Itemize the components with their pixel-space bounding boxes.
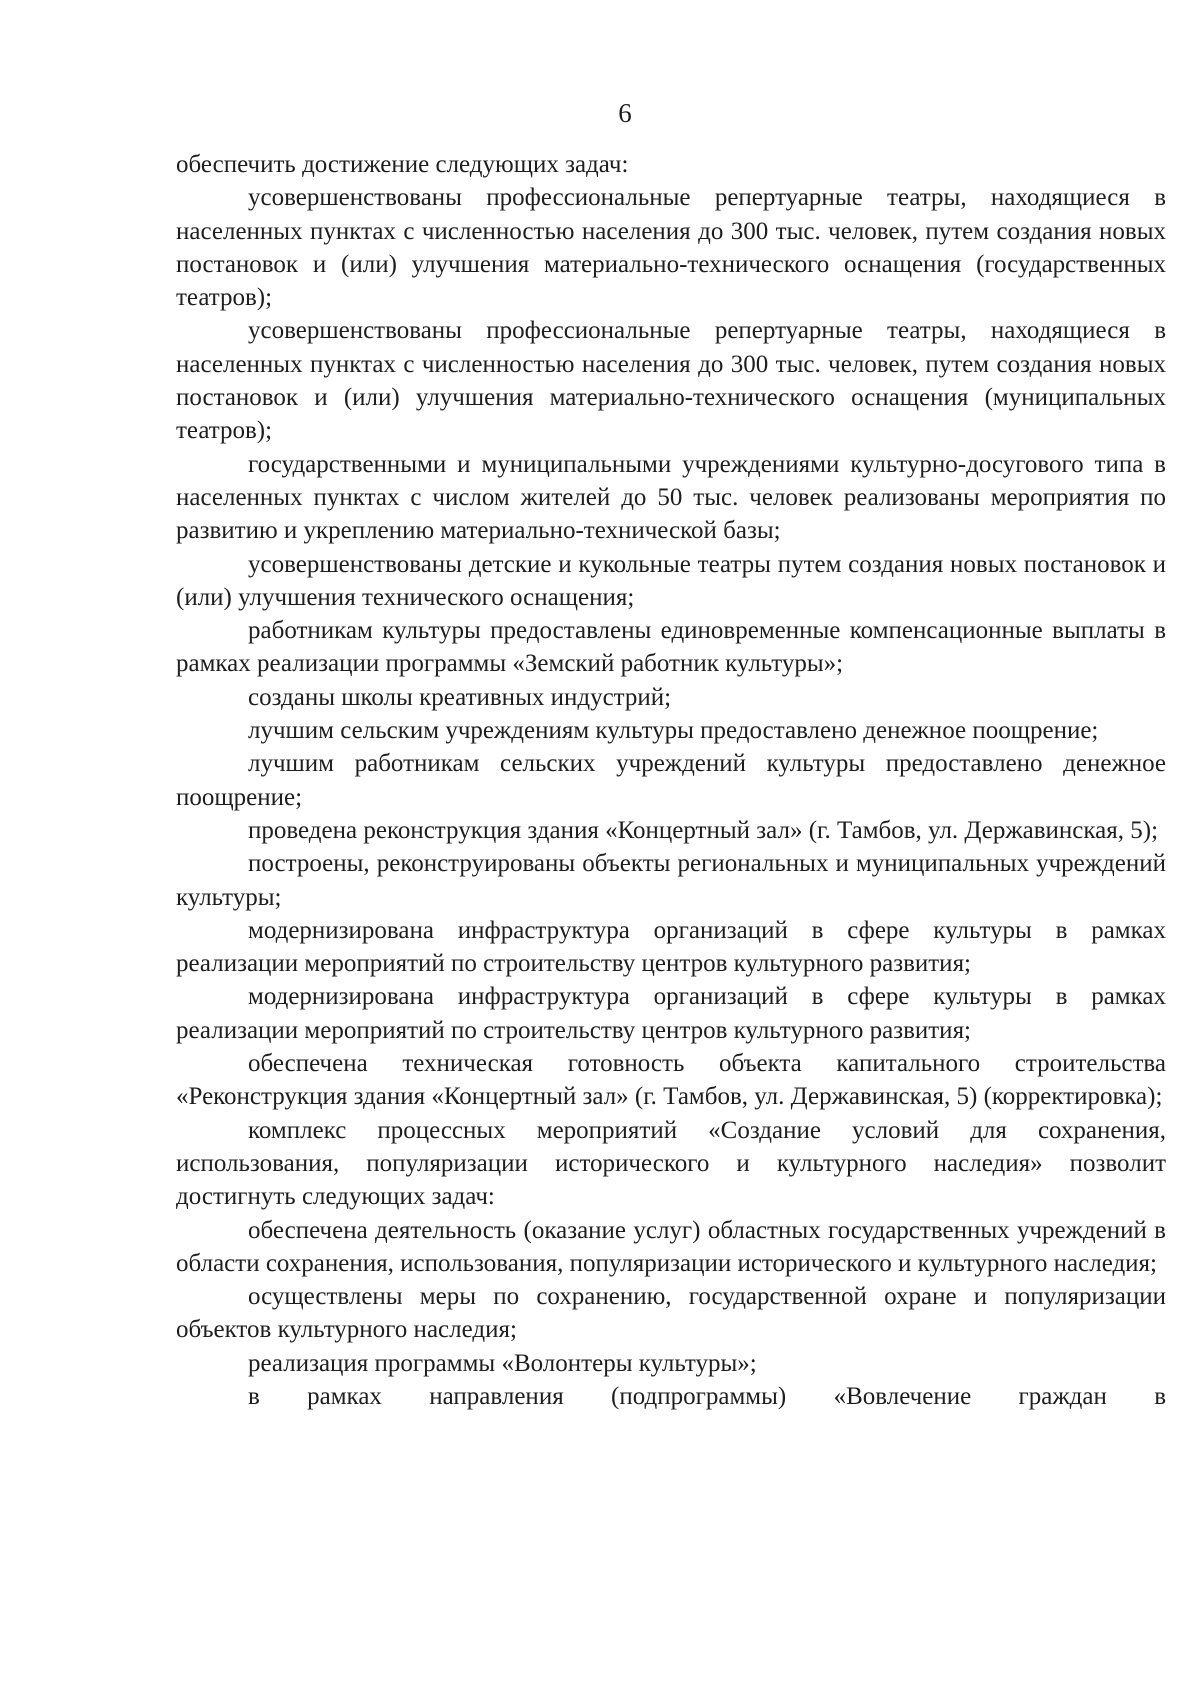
paragraph: усовершенствованы профессиональные репертуарные театры, находящиеся в населенных пунктах с численностью населения до 300 тыс. человек, путем создания новых постановок и (или) улучшения материально-технического оснащения (государственных театров); [176,184,1166,312]
paragraph: реализация программы «Волонтеры культуры»; [248,1349,757,1377]
paragraph: модернизирована инфраструктура организаций в сфере культуры в рамках реализации мероприятий по строительству центров культурного развития; [176,983,1166,1044]
paragraph: модернизирована инфраструктура организаций в сфере культуры в рамках реализации мероприятий по строительству центров культурного развития; [176,916,1166,978]
paragraph: усовершенствованы профессиональные репертуарные театры, находящиеся в населенных пунктах с численностью населения до 300 тыс. человек, путем создания новых постановок и (или) улучшения материально-технического оснащения (муниципальных театров); [176,317,1166,445]
paragraph: усовершенствованы детские и кукольные театры путем создания новых постановок и (или) улучшения технического оснащения; [176,550,1166,611]
paragraph: обеспечить достижение следующих задач: [176,151,629,178]
paragraph: созданы школы креативных индустрий; [248,683,672,711]
document-body [176,148,1166,1413]
paragraph: обеспечена деятельность (оказание услуг) областных государственных учреждений в области сохранения, использования, популяризации исторического и культурного наследия; [176,1216,1166,1277]
paragraph: комплекс процессных мероприятий «Создание условий для сохранения, использования, популяризации исторического и культурного наследия» позволит достигнуть следующих задач: [176,1116,1166,1211]
paragraph: в рамках направления (подпрограммы) «Вовлечение граждан в [248,1382,1166,1410]
paragraph: построены, реконструированы объекты региональных и муниципальных учреждений культуры; [176,850,1166,911]
paragraph: осуществлены меры по сохранению, государственной охране и популяризации объектов культурного наследия; [176,1283,1166,1344]
paragraph: лучшим работникам сельских учреждений культуры предоставлено денежное поощрение; [176,750,1166,811]
paragraph: проведена реконструкция здания «Концертный зал» (г. Тамбов, ул. Державинская, 5); [248,816,1159,844]
paragraph: работникам культуры предоставлены единовременные компенсационные выплаты в рамках реализации программы «Земский работник культуры»; [176,617,1166,678]
paragraph: обеспечена техническая готовность объекта капитального строительства «Реконструкция здания «Концертный зал» (г. Тамбов, ул. Державинская, 5) (корректировка); [176,1050,1166,1111]
paragraph: государственными и муниципальными учреждениями культурно-досугового типа в населенных пунктах с числом жителей до 50 тыс. человек реализованы мероприятия по развитию и укреплению материально-технической базы; [176,450,1166,545]
page-number: 6 [618,98,632,128]
paragraph: лучшим сельским учреждениям культуры предоставлено денежное поощрение; [248,717,1099,745]
